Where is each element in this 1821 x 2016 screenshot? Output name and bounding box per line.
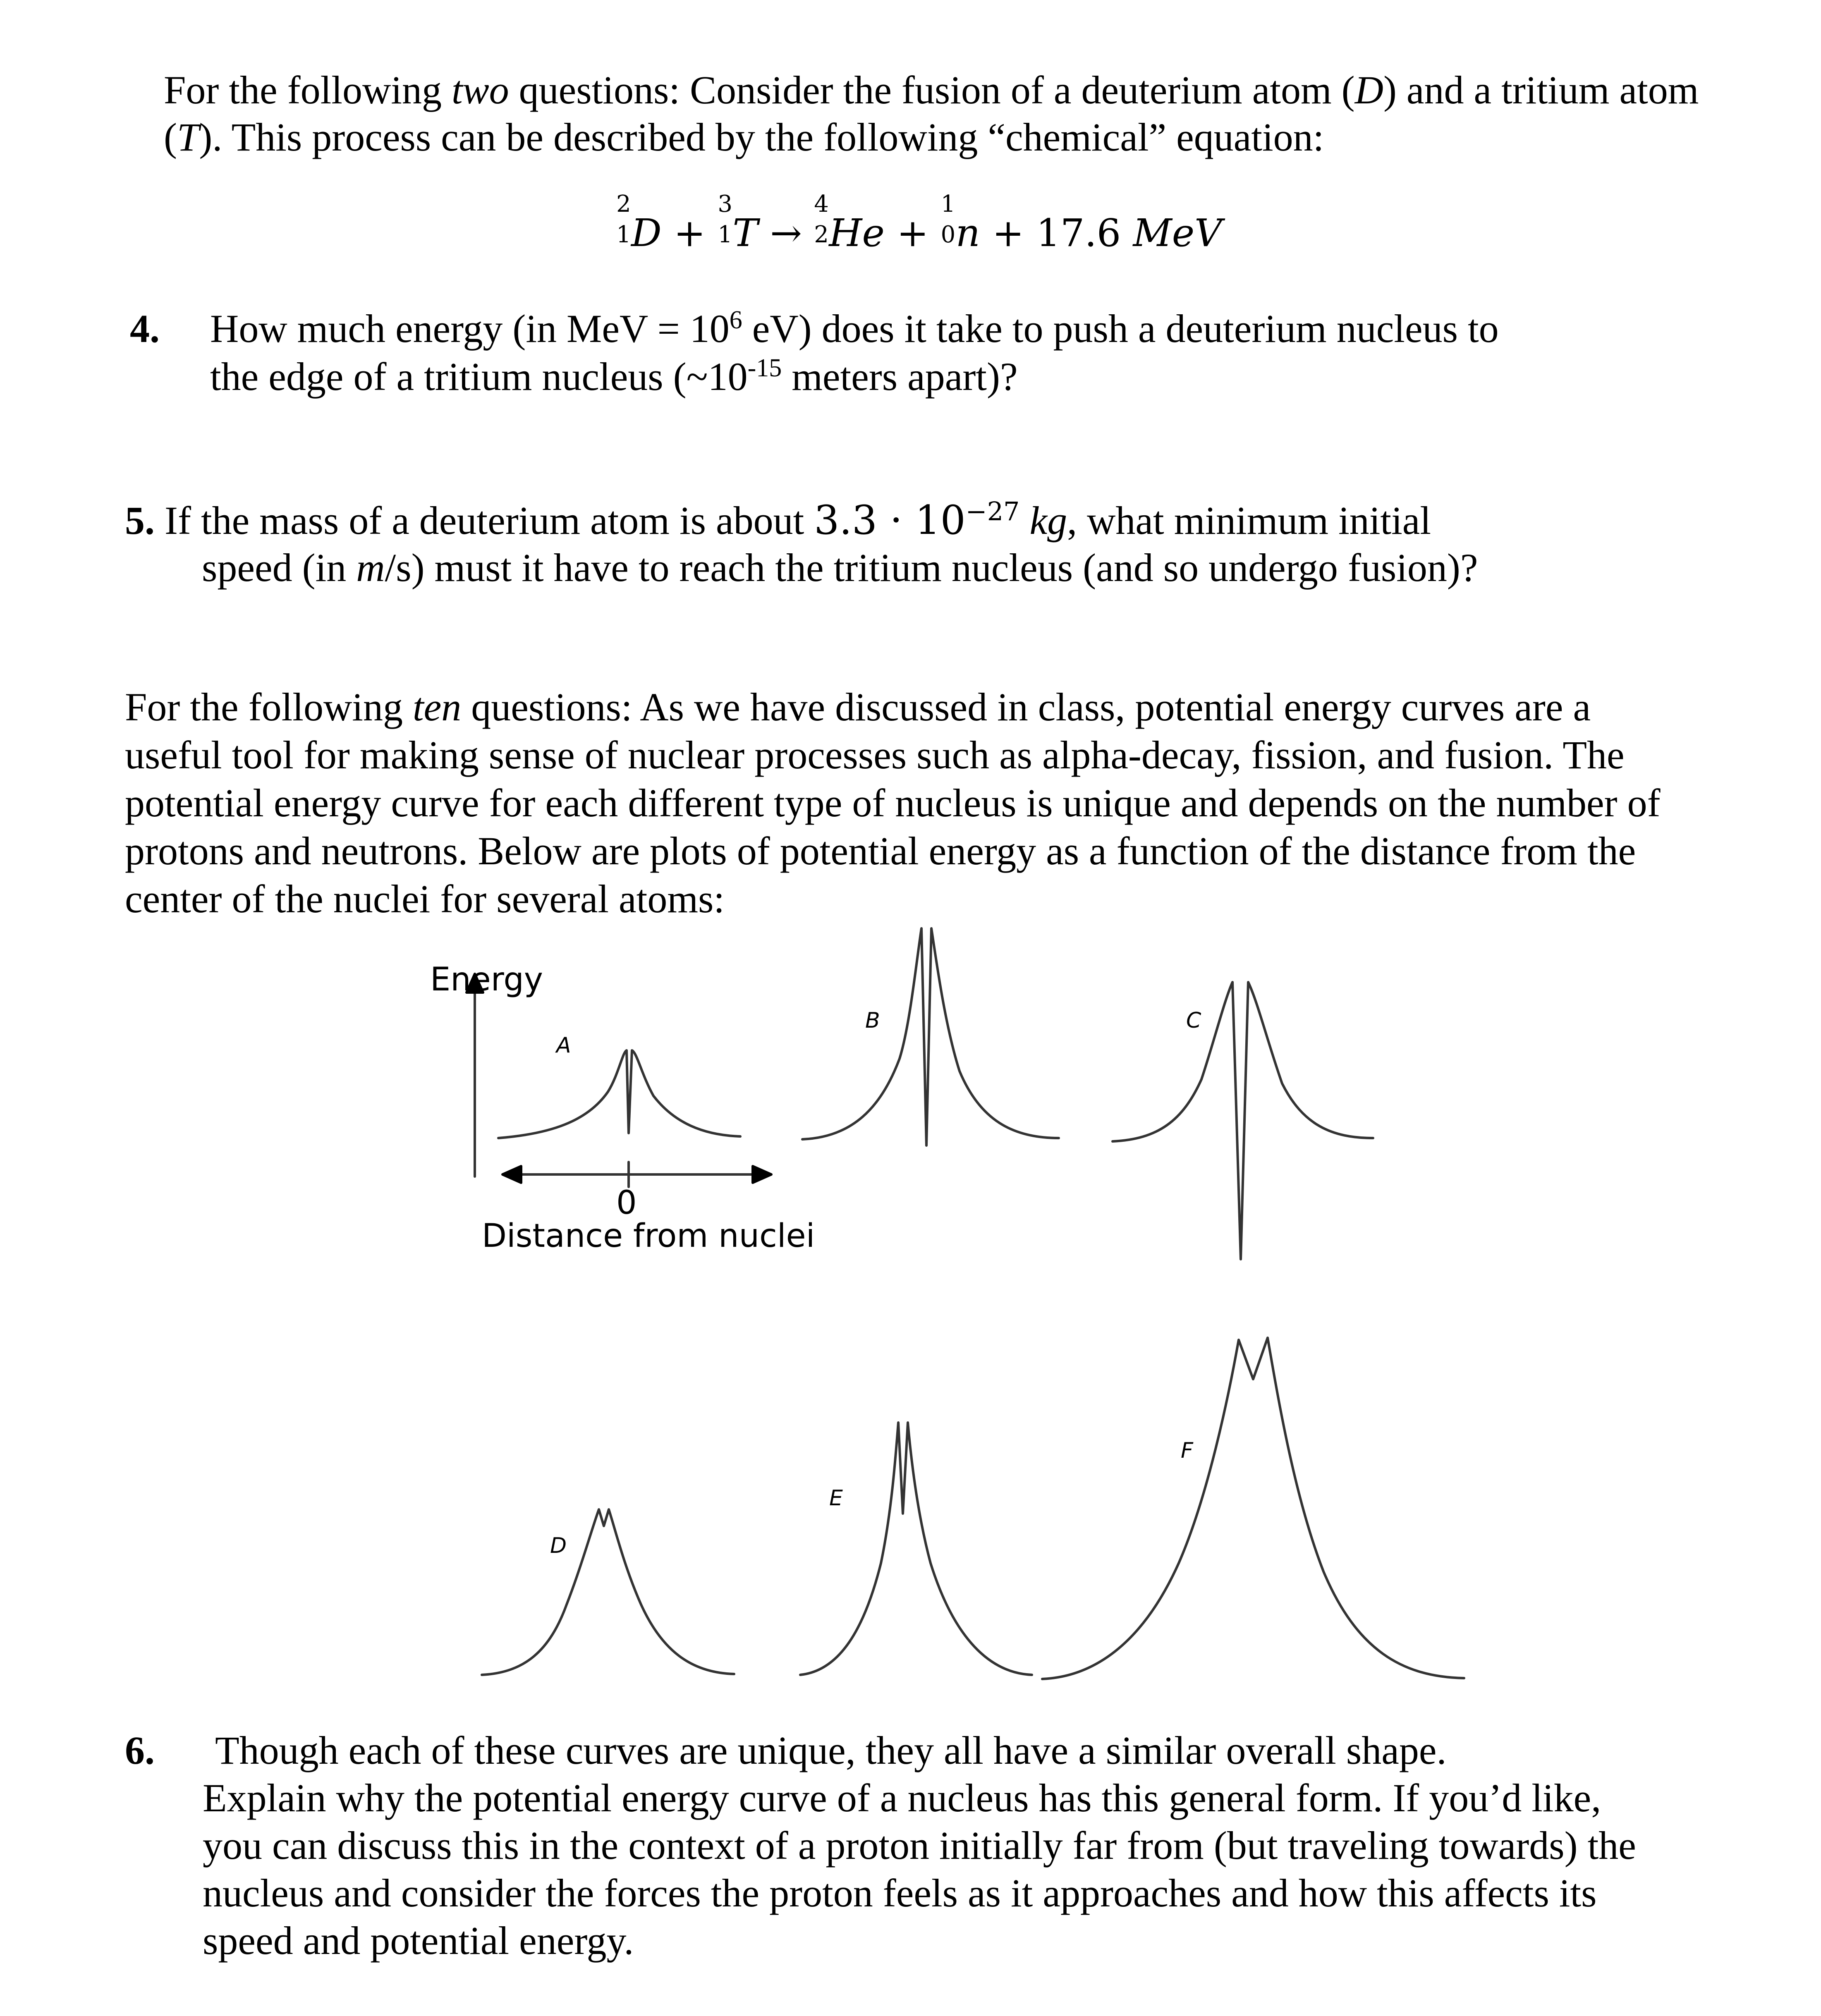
intro-ten-line-5: center of the nuclei for several atoms:: [125, 877, 725, 921]
energy-axis-label: Energy: [430, 961, 543, 998]
intro-ten-line-1: For the following ten questions: As we have discussed in class, potential energy curves are a: [125, 685, 1591, 729]
q5-line-2: speed (in m/s) must it have to reach the tritium nucleus (and so undergo fusion)?: [202, 545, 1478, 590]
q4-number: 4.: [130, 306, 160, 351]
intro-two-line-2: (T). This process can be described by the following “chemical” equation:: [164, 115, 1324, 159]
fusion-equation: 2 1 D + 3 1 T → 4 2 He + 1 0 n + 17.6 MeV: [616, 191, 1222, 255]
curve-c-label: C: [1186, 1008, 1201, 1033]
q4-line-2: the edge of a tritium nucleus ($\sim 10^{-15}$ meters apart)?: [210, 354, 1018, 399]
q5-number: 5.: [125, 498, 155, 543]
curve-d: [482, 1509, 734, 1675]
helium-isotope: 4 2 He: [814, 191, 885, 255]
tritium-isotope: 3 1 T: [718, 191, 758, 255]
q6-line-1: Though each of these curves are unique, they all have a similar overall shape.: [215, 1728, 1447, 1772]
curve-b: [802, 928, 1059, 1146]
intro-ten-line-2: useful tool for making sense of nuclear processes such as alpha-decay, fission, and fusion. The: [125, 733, 1625, 777]
curve-f-label: F: [1181, 1438, 1193, 1463]
q5-line-1: 5. If the mass of a deuterium atom is about $3.3 \cdot 10^{-27}$ kg, what minimum initial: [125, 496, 1431, 543]
distance-axis-left-arrow-icon: [503, 1166, 521, 1183]
q6-line-2: Explain why the potential energy curve of a nucleus has this general form. If you’d like,: [203, 1776, 1601, 1820]
curve-c: [1113, 982, 1373, 1259]
distance-axis-label: Distance from nuclei: [482, 1217, 815, 1255]
q4-line-1: How much energy (in MeV = $10^6$ eV) does it take to push a deuterium nucleus to: [210, 306, 1499, 351]
curve-f: [1042, 1338, 1464, 1679]
curve-e: [800, 1423, 1032, 1675]
deuterium-isotope: 2 1 D: [616, 191, 662, 255]
curve-d-label: D: [550, 1533, 567, 1558]
intro-ten-line-3: potential energy curve for each different type of nucleus is unique and depends on the number of: [125, 781, 1661, 825]
intro-two-line-1: For the following two questions: Consider the fusion of a deuterium atom (D) and a tritium atom: [164, 68, 1699, 112]
q6-line-4: nucleus and consider the forces the proton feels as it approaches and how this affects its: [203, 1871, 1597, 1915]
origin-label: 0: [616, 1184, 637, 1222]
q6-number: 6.: [125, 1728, 155, 1772]
curve-a-label: A: [556, 1033, 571, 1058]
curve-b-label: B: [865, 1008, 880, 1033]
curve-a: [498, 1050, 740, 1138]
intro-ten-line-4: protons and neutrons. Below are plots of potential energy as a function of the distance from the: [125, 829, 1636, 873]
q6-line-3: you can discuss this in the context of a proton initially far from (but traveling towards) the: [203, 1823, 1636, 1868]
curve-e-label: E: [829, 1486, 843, 1511]
neutron-isotope: 1 0 n: [940, 191, 980, 255]
q6-line-5: speed and potential energy.: [203, 1918, 634, 1963]
distance-axis-right-arrow-icon: [753, 1166, 771, 1183]
